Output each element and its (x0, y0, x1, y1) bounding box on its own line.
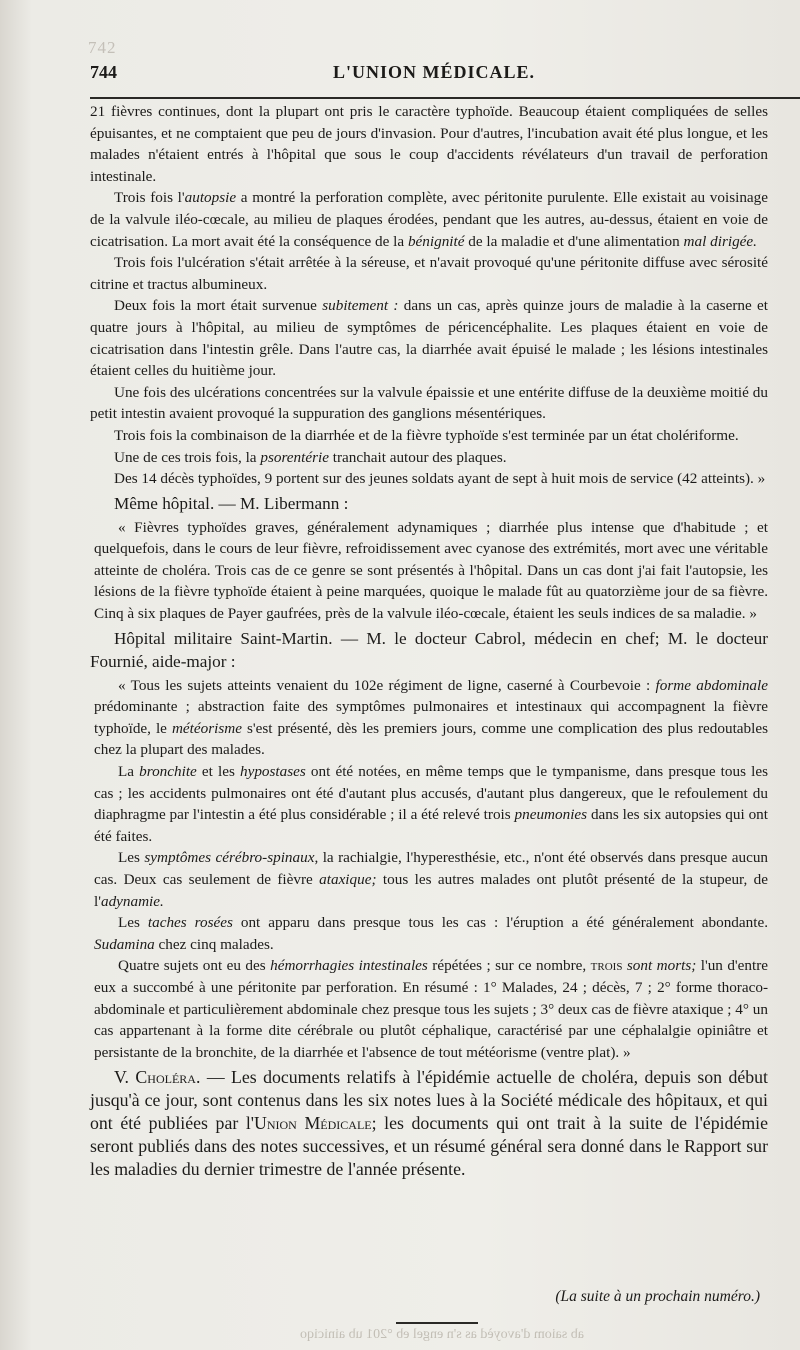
text-run: Quatre sujets ont eu des (118, 957, 271, 975)
quote-bronchitis (94, 761, 768, 847)
paragraph-typhoid-deaths: Des 14 décès typhoïdes, 9 portent sur des jeunes soldats ayant de sept à huit mois de service (42 atteints). » (114, 470, 766, 488)
emphasis: météorisme (171, 719, 242, 737)
paragraph-ulcerations-valve: Une fois des ulcérations concentrées sur la valvule épaissie et une entérite diffuse de la deuxième moitié du petit intestin avaient provoqué la suppuration des ganglions mésentériques. (90, 383, 768, 423)
small-caps-run: Union Médicale (254, 1113, 372, 1134)
continuation-note: (La suite à un prochain numéro.) (555, 1288, 760, 1305)
text-run: dans les six autopsies qui ont été faites. (94, 806, 768, 845)
journal-title: L'UNION MÉDICALE. (332, 62, 536, 82)
text-run: a montré la perforation complète, avec péritonite purulente. Elle existait au voisinage de la valvule iléo-cœcale, au milieu de plaques érodées, pendant que les autres, au-dessus, étaient en voie de cicatrisation. La mort avait été la conséquence de la (90, 189, 768, 250)
text-run: Une de ces trois fois, la (114, 448, 261, 466)
emphasis: adynamie. (100, 892, 164, 910)
emphasis: psorentérie (260, 448, 329, 466)
emphasis: bénignité (407, 232, 465, 250)
emphasis: hypostases (240, 763, 306, 781)
text-run: ont apparu dans presque tous les cas : l'éruption a été généralement abondante. (232, 914, 768, 932)
article-body (90, 101, 768, 1181)
heading-libermann: Même hôpital. — M. Libermann : (114, 493, 349, 513)
text-run: l'un d'entre eux a succombé à une péritonite par perforation. En résumé : 1° Malades, 24 ; décès, 7 ; 2° forme thoraco-abdominale et particulièrement abdominale chez presque tous les sujets ; 3° deux cas de fièvre ataxique ; 4° un cas appartenant à la forme dite cérébrale ou plutôt céphalique, caractérisé par une céphalalgie opiniâtre et persistante de la bronchite, de la diarrhée et l'absence de tout météorisme (ventre plat). » (94, 957, 769, 1061)
bleed-through-text: ab saiom d'avoyèd as s'n engel eb °201 ub ainiciqo (300, 1327, 584, 1342)
emphasis: hémorrhagies intestinales (270, 957, 428, 975)
emphasis: symptômes cérébro-spinaux (144, 849, 315, 867)
section-number: V. (114, 1067, 136, 1088)
paragraph-fevers: 21 fièvres continues, dont la plupart ont pris le caractère typhoïde. Beaucoup étaient compliquées de selles épuisantes, et ne comptaient que peu de jours d'invasion. Pour d'autres, l'incubation avait été plus longue, et les malades n'étaient entrés à l'hôpital que sous le coup d'accidents révélateurs d'un travail de perforation intestinale. (90, 103, 768, 185)
emphasis: Sudamina (94, 935, 155, 953)
text-run: et les (196, 763, 240, 781)
quote-hemorrhages-summary (94, 955, 768, 1063)
text-run: Les (118, 849, 145, 867)
paragraph-sudden-death (90, 295, 768, 381)
paragraph-autopsy (90, 187, 768, 252)
text-run: , la rachialgie, l'hyperesthésie, etc., n'ont été observés dans presque aucun cas. Deux cas seulement de fièvre (94, 849, 769, 888)
heading-saint-martin: Hôpital militaire Saint-Martin. — M. le docteur Cabrol, médecin en chef; M. le docteur Fournié, aide-major : (90, 628, 768, 671)
emphasis: pneumonies (514, 806, 588, 824)
text-run: Les (118, 914, 148, 932)
text-run: de la maladie et d'une alimentation (464, 232, 684, 250)
emphasis: forme abdominale (655, 676, 768, 694)
text-run: tranchait autour des plaques. (328, 448, 507, 466)
text-run: s'est présenté, dès les premiers jours, comme une complication des plus redoutables chez la plupart des malades. (94, 719, 769, 759)
emphasis: autopsie (184, 189, 237, 207)
text-run: tous les autres malades ont plutôt présenté de la stupeur, de l' (94, 871, 769, 910)
text-run: dans un cas, après quinze jours de maladie à la caserne et quatre jours à l'hôpital, au milieu de symptômes de péricencéphalite. Les plaques étaient en voie de cicatrisation dans l'intestin grêle. Dans l'autre cas, la diarrhée avait épuisé le malade ; les lésions intestinales étaient celles du huitième jour. (90, 297, 768, 380)
quote-abdominal-form (94, 675, 768, 761)
text-run: chez cinq malades. (154, 935, 274, 953)
small-caps-run: trois (590, 957, 623, 975)
text-run: répétées ; sur ce nombre, (427, 957, 591, 975)
paragraph-ulceration: Trois fois l'ulcération s'était arrêtée à la séreuse, et n'avait provoqué qu'une péritonite diffuse avec sérosité citrine et tractus albumineux. (90, 254, 768, 293)
header-rule (90, 97, 800, 99)
emphasis: ataxique; (319, 871, 377, 888)
footer-rule (396, 1322, 478, 1324)
text-run: La (118, 763, 140, 781)
text-run: Deux fois la mort était survenue (114, 297, 323, 315)
text-run: « Tous les sujets atteints venaient du 102e régiment de ligne, caserné à Courbevoie : (118, 676, 656, 694)
text-run: prédominante ; abstraction faite des symptômes pulmonaires et intestinaux qui accompagnent la fièvre typhoïde, le (94, 698, 768, 737)
paragraph-psorenteria (90, 447, 768, 469)
emphasis: mal dirigée. (683, 232, 757, 250)
text-run: ont été notées, en même temps que le tympanisme, dans presque tous les cas ; les accidents pulmonaires ont été d'autant plus accusés, d'autant plus dangereux, que le refoulement du diaphragme par l'intestin a été plus considérable ; il a été relevé trois (94, 763, 768, 824)
text-run: — Les documents relatifs à l'épidémie actuelle de choléra, depuis son début jusqu'à ce jour, sont contenus dans les six notes lues à la Société médicale des hôpitaux, et qui ont été publiées par l' (90, 1067, 768, 1134)
section-cholera (90, 1066, 768, 1181)
quote-cerebro-spinal (94, 847, 768, 912)
emphasis: subitement : (322, 297, 399, 315)
section-title: Choléra. (135, 1067, 201, 1088)
quote-rose-spots (94, 912, 768, 955)
emphasis: sont morts; (622, 957, 697, 975)
emphasis: bronchite (139, 763, 197, 781)
page-number: 744 (90, 62, 117, 82)
quote-libermann: « Fièvres typhoïdes graves, généralement adynamiques ; diarrhée plus intense que d'habitude ; et quelquefois, dans le cours de leur fièvre, refroidissement avec cyanose des extrémités, mort avec une véritable atteinte de choléra. Trois cas de ce genre se sont présentés à l'hôpital. Dans un cas dont j'ai fait l'autopsie, les lésions de la fièvre typhoïde étaient à peine marquées, quoique le malade fût au quatorzième jour de sa fièvre. Cinq à six plaques de Payer gaufrées, près de la valvule iléo-cœcale, étaient les seuls indices de sa maladie. » (94, 518, 768, 623)
running-head (90, 62, 778, 86)
text-run: ; les documents qui ont trait à la suite de l'épidémie seront publiés dans des notes successives, et un résumé général sera donné dans le Rapport sur les maladies du dernier trimestre de l'année présente. (90, 1113, 768, 1180)
paragraph-choleriform: Trois fois la combinaison de la diarrhée et de la fièvre typhoïde s'est terminée par un état cholériforme. (114, 426, 739, 444)
bleed-through-page-number: 742 (88, 38, 117, 57)
emphasis: taches rosées (147, 914, 233, 932)
text-run: Trois fois l' (114, 189, 185, 207)
